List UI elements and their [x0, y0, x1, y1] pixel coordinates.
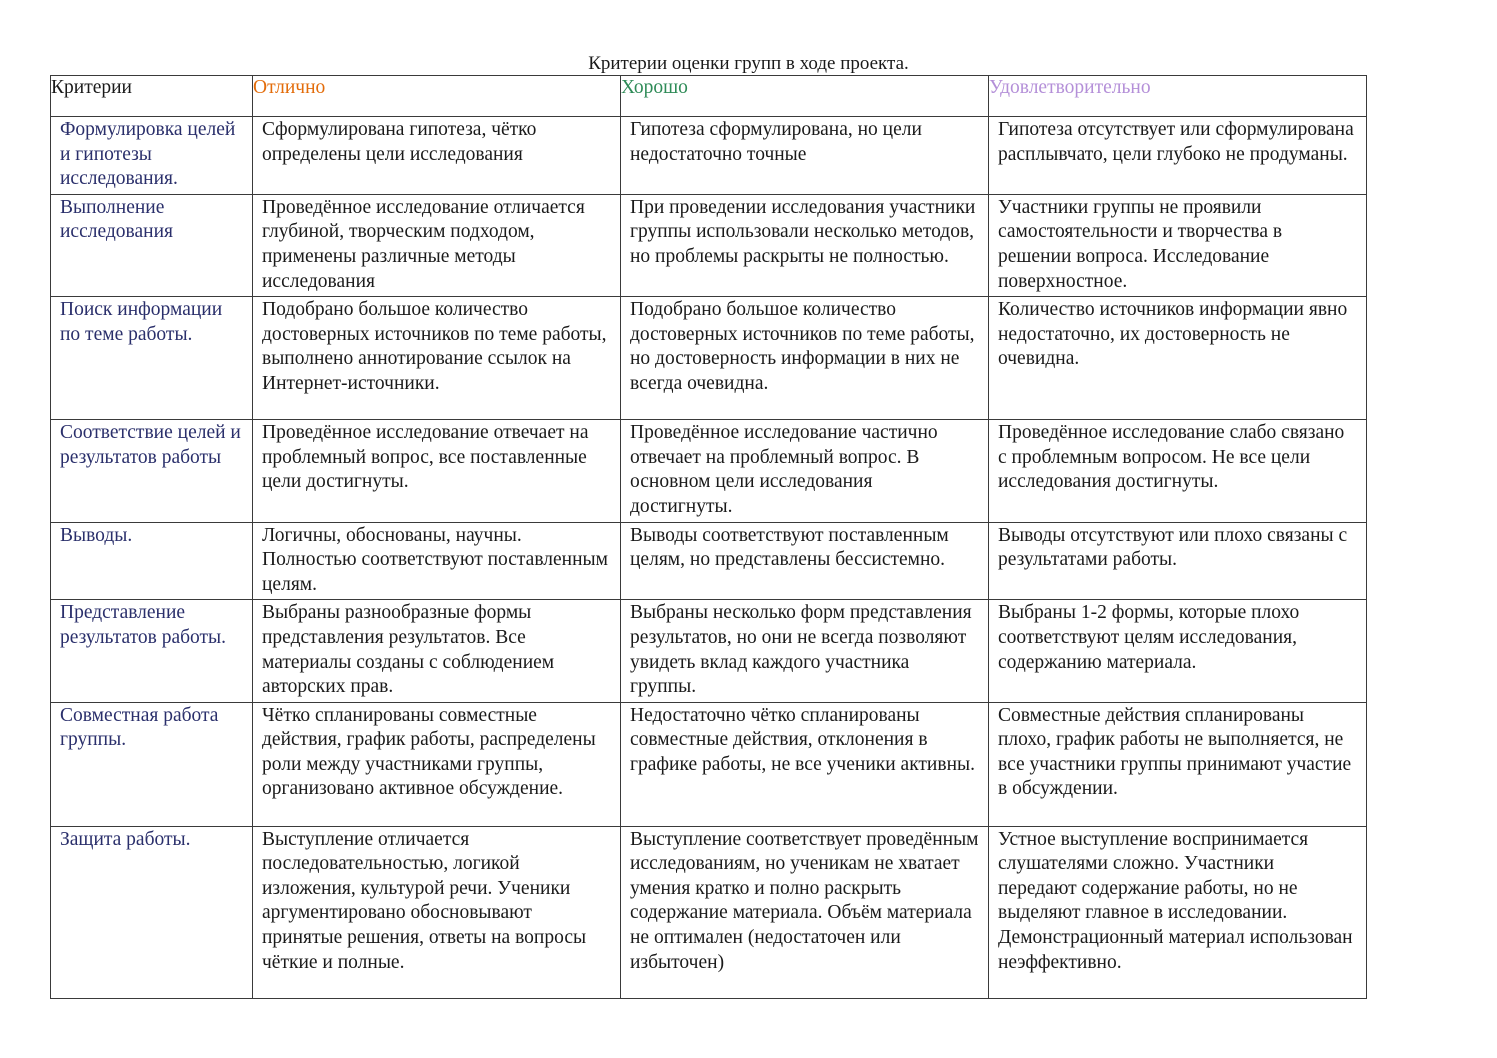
- excellent-cell: Подобрано большое количество достоверных источников по теме работы, выполнено аннотирование ссылок на Интернет-источники.: [253, 297, 621, 420]
- criterion-cell: Формулировка целей и гипотезы исследования.: [51, 117, 253, 195]
- excellent-cell: Выступление отличается последовательностью, логикой изложения, культурой речи. Ученики аргументировано обосновывают принятые решения, ответы на вопросы чёткие и полные.: [253, 826, 621, 998]
- excellent-cell: Чётко спланированы совместные действия, график работы, распределены роли между участниками группы, организовано активное обсуждение.: [253, 702, 621, 826]
- criterion-cell: Защита работы.: [51, 826, 253, 998]
- good-cell: Подобрано большое количество достоверных источников по теме работы, но достоверность информации в них не всегда очевидна.: [621, 297, 989, 420]
- header-good: Хорошо: [621, 76, 989, 117]
- table-row: [51, 117, 1367, 195]
- header-satisfactory: Удовлетворительно: [989, 76, 1367, 117]
- table-row: [51, 702, 1367, 826]
- satisfactory-cell: Гипотеза отсутствует или сформулирована расплывчато, цели глубоко не продуманы.: [989, 117, 1367, 195]
- satisfactory-cell: Участники группы не проявили самостоятельности и творчества в решении вопроса. Исследование поверхностное.: [989, 194, 1367, 296]
- satisfactory-cell: Выводы отсутствуют или плохо связаны с результатами работы.: [989, 522, 1367, 600]
- good-cell: Выводы соответствуют поставленным целям, но представлены бессистемно.: [621, 522, 989, 600]
- table-row: [51, 600, 1367, 702]
- excellent-cell: Сформулирована гипотеза, чётко определены цели исследования: [253, 117, 621, 195]
- excellent-cell: Проведённое исследование отличается глубиной, творческим подходом, применены различные методы исследования: [253, 194, 621, 296]
- good-cell: Проведённое исследование частично отвечает на проблемный вопрос. В основном цели исследования достигнуты.: [621, 420, 989, 522]
- table-row: [51, 297, 1367, 420]
- criterion-cell: Представление результатов работы.: [51, 600, 253, 702]
- good-cell: Гипотеза сформулирована, но цели недостаточно точные: [621, 117, 989, 195]
- criteria-table: [50, 75, 1367, 999]
- criterion-cell: Совместная работа группы.: [51, 702, 253, 826]
- table-row: [51, 826, 1367, 998]
- table-row: [51, 194, 1367, 296]
- page-title: Критерии оценки групп в ходе проекта.: [588, 53, 909, 74]
- header-criteria: Критерии: [51, 76, 253, 117]
- excellent-cell: Проведённое исследование отвечает на проблемный вопрос, все поставленные цели достигнуты.: [253, 420, 621, 522]
- table-row: [51, 522, 1367, 600]
- satisfactory-cell: Количество источников информации явно недостаточно, их достоверность не очевидна.: [989, 297, 1367, 420]
- criterion-cell: Выводы.: [51, 522, 253, 600]
- table-row: [51, 420, 1367, 522]
- criterion-cell: Выполнение исследования: [51, 194, 253, 296]
- criterion-cell: Поиск информации по теме работы.: [51, 297, 253, 420]
- criterion-cell: Соответствие целей и результатов работы: [51, 420, 253, 522]
- good-cell: Выбраны несколько форм представления результатов, но они не всегда позволяют увидеть вклад каждого участника группы.: [621, 600, 989, 702]
- satisfactory-cell: Проведённое исследование слабо связано с проблемным вопросом. Не все цели исследования достигнуты.: [989, 420, 1367, 522]
- good-cell: При проведении исследования участники группы использовали несколько методов, но проблемы раскрыты не полностью.: [621, 194, 989, 296]
- header-excellent: Отлично: [253, 76, 621, 117]
- good-cell: Недостаточно чётко спланированы совместные действия, отклонения в графике работы, не все ученики активны.: [621, 702, 989, 826]
- satisfactory-cell: Устное выступление воспринимается слушателями сложно. Участники передают содержание работы, но не выделяют главное в исследовании. Демонстрационный материал использован неэффективно.: [989, 826, 1367, 998]
- excellent-cell: Логичны, обоснованы, научны. Полностью соответствуют поставленным целям.: [253, 522, 621, 600]
- header-row: [51, 76, 1367, 117]
- satisfactory-cell: Совместные действия спланированы плохо, график работы не выполняется, не все участники группы принимают участие в обсуждении.: [989, 702, 1367, 826]
- excellent-cell: Выбраны разнообразные формы представления результатов. Все материалы созданы с соблюдением авторских прав.: [253, 600, 621, 702]
- satisfactory-cell: Выбраны 1-2 формы, которые плохо соответствуют целям исследования, содержанию материала.: [989, 600, 1367, 702]
- good-cell: Выступление соответствует проведённым исследованиям, но ученикам не хватает умения кратко и полно раскрыть содержание материала. Объём материала не оптимален (недостаточен или избыточен): [621, 826, 989, 998]
